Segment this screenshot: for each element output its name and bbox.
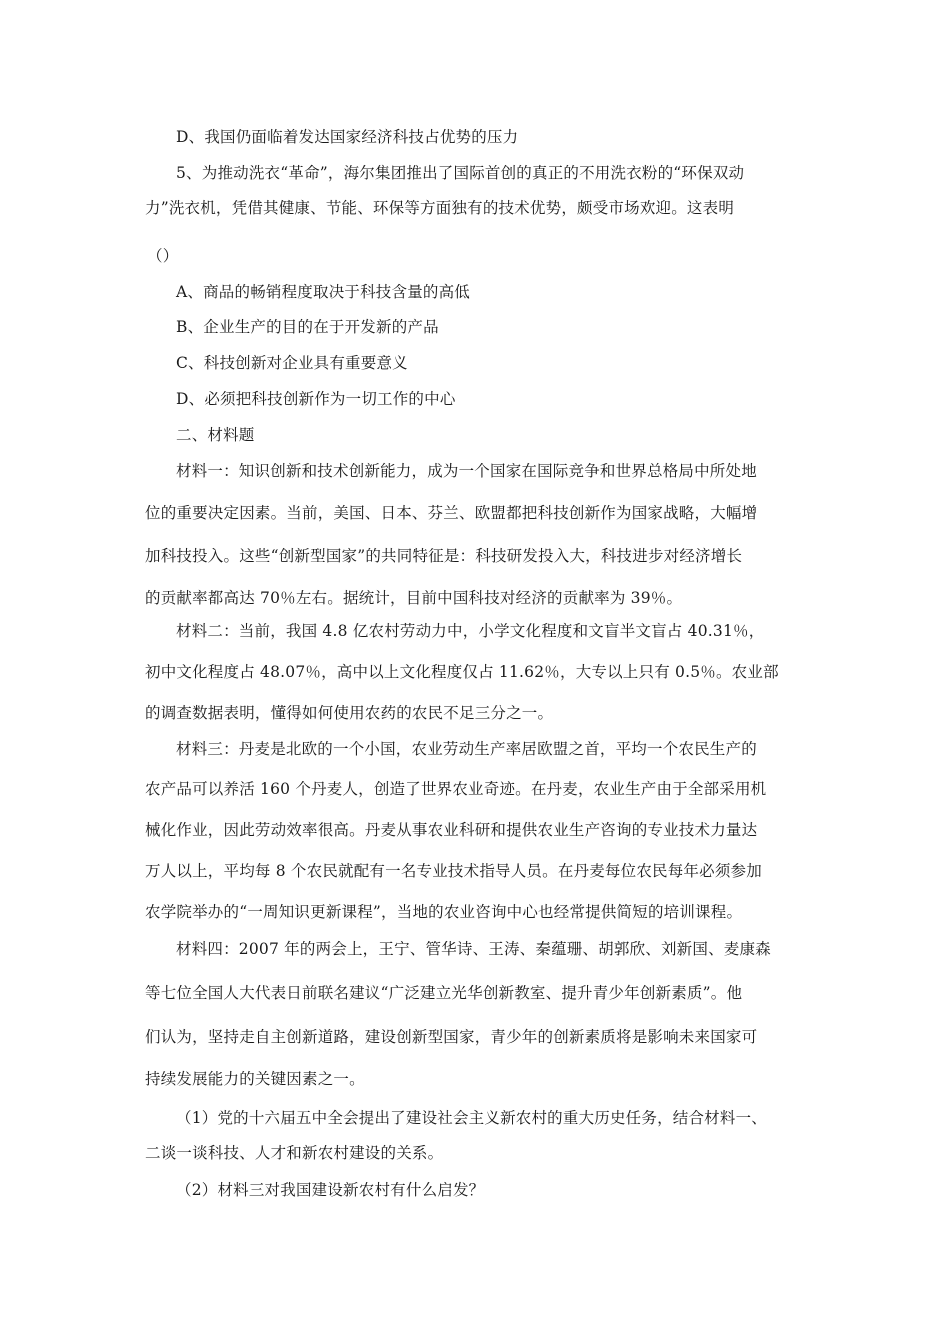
q5-option-d: D、必须把科技创新作为一切工作的中心 bbox=[176, 390, 456, 408]
question-1-line-1: （1）党的十六届五中全会提出了建设社会主义新农村的重大历史任务，结合材料一、 bbox=[176, 1109, 767, 1127]
question-2: （2）材料三对我国建设新农村有什么启发？ bbox=[176, 1181, 485, 1199]
material3-line-1: 材料三：丹麦是北欧的一个小国，农业劳动生产率居欧盟之首，平均一个农民生产的 bbox=[176, 740, 757, 758]
q5-stem-line-1: 5、为推动洗衣“革命”，海尔集团推出了国际首创的真正的不用洗衣粉的“环保双动 bbox=[176, 164, 745, 182]
material2-line-1: 材料二：当前，我国 4.8 亿农村劳动力中，小学文化程度和文盲半文盲占 40.31％， bbox=[176, 622, 765, 640]
q5-option-b: B、企业生产的目的在于开发新的产品 bbox=[176, 318, 439, 336]
q4-option-d: D、我国仍面临着发达国家经济科技占优势的压力 bbox=[176, 128, 519, 146]
material4-line-4: 持续发展能力的关键因素之一。 bbox=[145, 1070, 365, 1088]
material2-line-3: 的调查数据表明，懂得如何使用农药的农民不足三分之一。 bbox=[145, 704, 554, 722]
material2-line-2: 初中文化程度占 48.07％，高中以上文化程度仅占 11.62％，大专以上只有 0.5％。农业部 bbox=[145, 663, 779, 681]
section-title: 二、材料题 bbox=[176, 426, 255, 444]
material4-line-1: 材料四：2007 年的两会上，王宁、管华诗、王涛、秦蕴珊、胡郭欣、刘新国、麦康森 bbox=[176, 940, 771, 958]
material1-line-2: 位的重要决定因素。当前，美国、日本、芬兰、欧盟都把科技创新作为国家战略，大幅增 bbox=[145, 504, 758, 522]
q5-option-a: A、商品的畅销程度取决于科技含量的高低 bbox=[176, 283, 470, 301]
material1-line-4: 的贡献率都高达 70％左右。据统计，目前中国科技对经济的贡献率为 39％。 bbox=[145, 589, 683, 607]
material1-line-1: 材料一：知识创新和技术创新能力，成为一个国家在国际竞争和世界总格局中所处地 bbox=[176, 462, 757, 480]
material1-line-3: 加科技投入。这些“创新型国家”的共同特征是：科技研发投入大，科技进步对经济增长 bbox=[145, 547, 743, 565]
material4-line-3: 们认为，坚持走自主创新道路，建设创新型国家，青少年的创新素质将是影响未来国家可 bbox=[145, 1028, 758, 1046]
material4-line-2: 等七位全国人大代表日前联名建议“广泛建立光华创新教室、提升青少年创新素质”。他 bbox=[145, 984, 743, 1002]
material3-line-5: 农学院举办的“一周知识更新课程”，当地的农业咨询中心也经常提供简短的培训课程。 bbox=[145, 903, 743, 921]
q5-option-c: C、科技创新对企业具有重要意义 bbox=[176, 354, 408, 372]
material3-line-2: 农产品可以养活 160 个丹麦人，创造了世界农业奇迹。在丹麦，农业生产由于全部采用机 bbox=[145, 780, 767, 798]
question-1-line-2: 二谈一谈科技、人才和新农村建设的关系。 bbox=[145, 1144, 444, 1162]
q5-answer-blank: （） bbox=[147, 247, 179, 265]
q5-stem-line-2: 力”洗衣机，凭借其健康、节能、环保等方面独有的技术优势，颇受市场欢迎。这表明 bbox=[145, 199, 735, 217]
material3-line-4: 万人以上，平均每 8 个农民就配有一名专业技术指导人员。在丹麦每位农民每年必须参加 bbox=[145, 862, 762, 880]
material3-line-3: 械化作业，因此劳动效率很高。丹麦从事农业科研和提供农业生产咨询的专业技术力量达 bbox=[145, 821, 758, 839]
